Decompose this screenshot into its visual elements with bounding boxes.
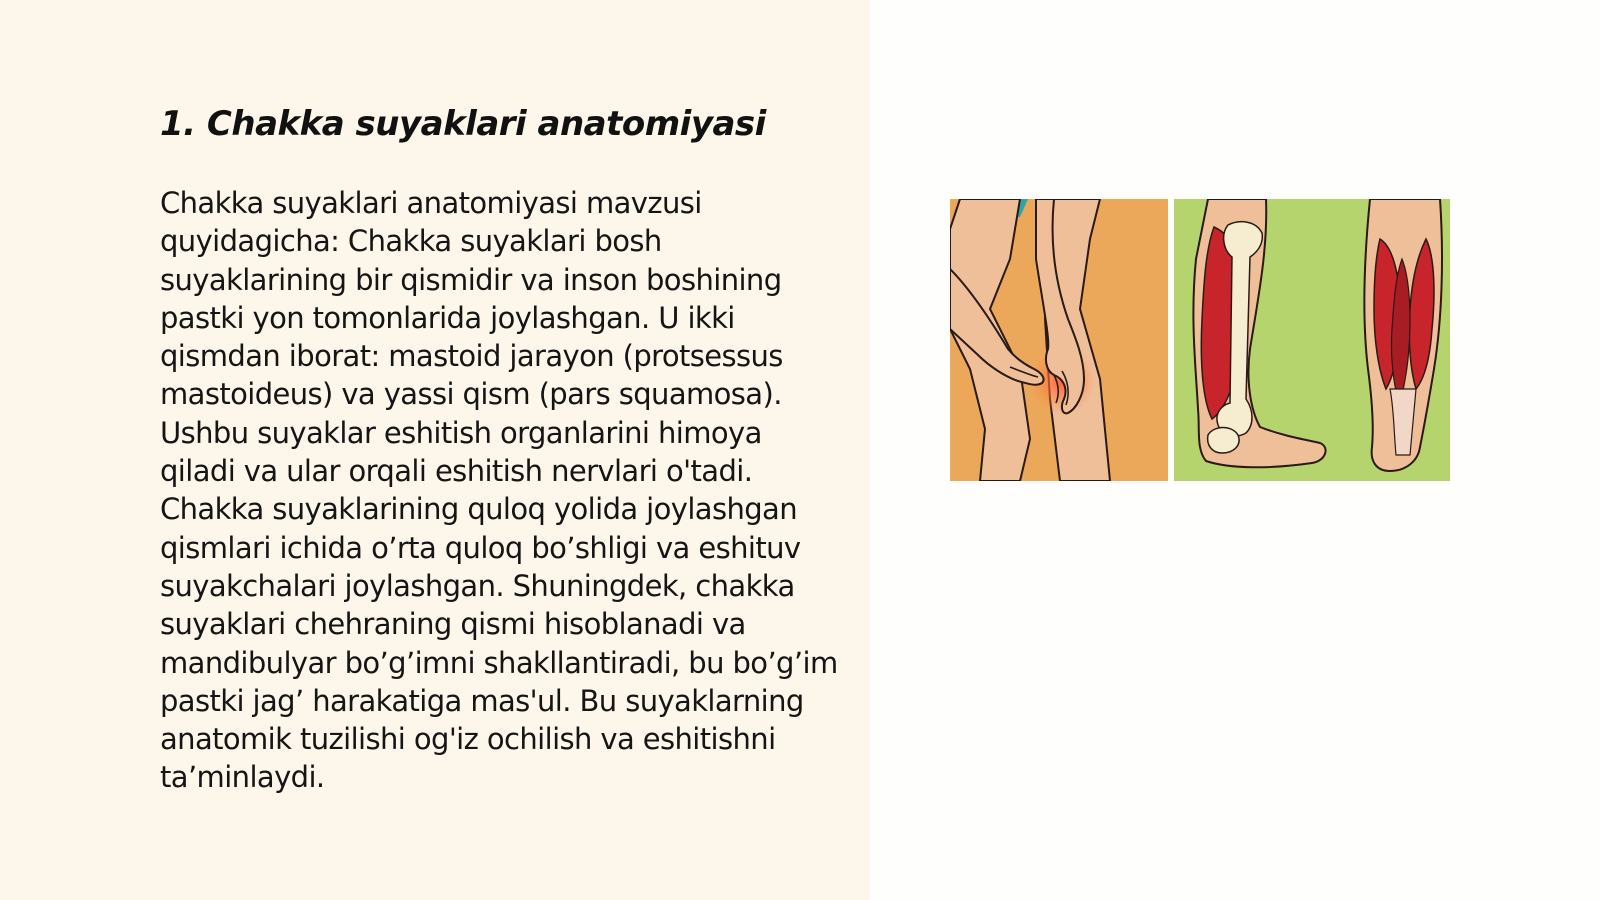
slide-body-text: Chakka suyaklari anatomiyasi mavzusi quyidagicha: Chakka suyaklari bosh suyaklarining bir qismidir va inson boshining pastki yon tomonlarida joylashgan. U ikki qismdan iborat: mastoid jarayon (protsessus mastoideus) va yassi qism (pars squamosa). Ushbu suyaklar eshitish organlarini himoya qiladi va ular orqali eshitish nervlari o'tadi. Chakka suyaklarining quloq yolida joylashgan qismlari ichida o’rta quloq bo’shligi va eshituv suyakchalari joylashgan. Shuningdek, chakka suyaklari chehraning qismi hisoblanadi va mandibulyar bo’g’imni shakllantiradi, bu bo’g’im pastki jag’ harakatiga mas'ul. Bu suyaklarning anatomik tuzilishi og'iz ochilish va eshitishni ta’minlaydi.	[160, 186, 838, 795]
knee-pain-picture	[950, 199, 1168, 481]
leg-anatomy-illustration	[950, 199, 1450, 481]
slide-title: 1. Chakka suyaklari anatomiyasi	[160, 104, 766, 144]
calf-anatomy-picture	[1174, 199, 1450, 481]
